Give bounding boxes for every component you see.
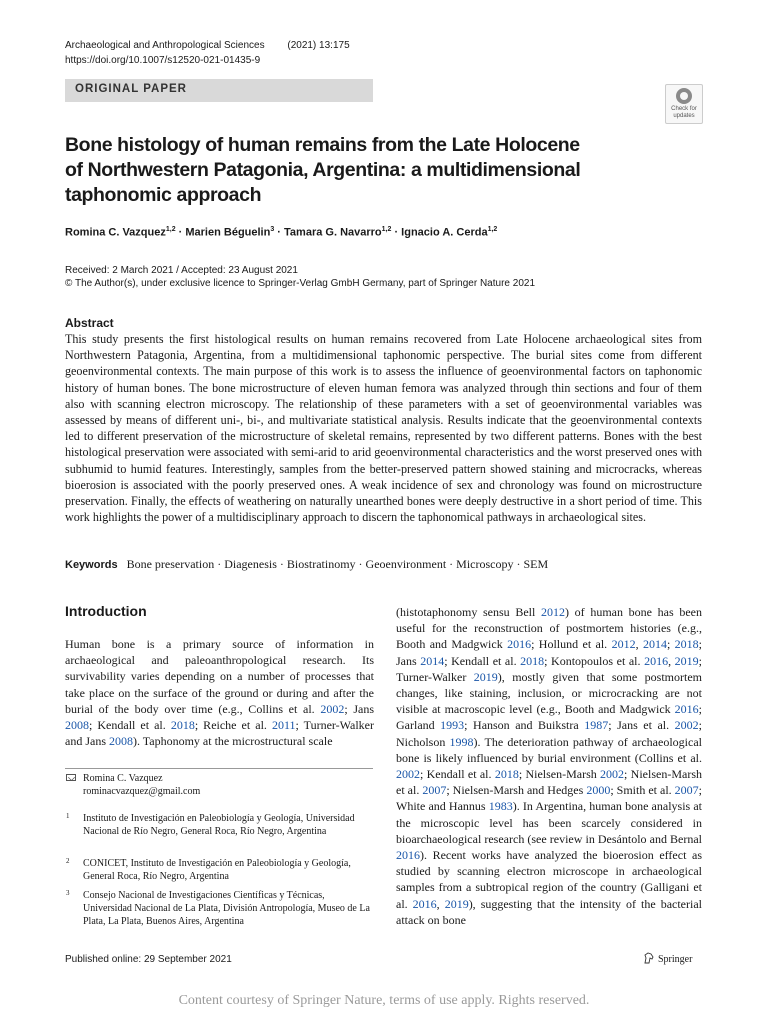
citation-link[interactable]: 2014 [642, 637, 667, 652]
body-text: ; Hollund et al. [531, 637, 612, 652]
springer-horse-icon [643, 952, 655, 964]
citation-link[interactable]: 2011 [271, 718, 296, 733]
citation-link[interactable]: 2016 [396, 848, 420, 863]
corresponding-author-name: Romina C. Vazquez [83, 773, 163, 784]
abstract-text: This study presents the first histological results on human remains recovered from Late Holocene archaeological sites from Northwestern Patagonia, Argentina, from a multidimensional taphonomic perspective. The burial sites come from different geoenvironmental contexts. The main purpose of this work is to assess the influence of geoenvironmental factors on taphonomic history of human bones. The bone microstructure of eleven human femora was analyzed through thin sections and four of them also with scanning electron microscopy. The relationship of these parameters with a set of geoenvironmental variables was assessed by means of different uni-, bi-, and multivariate statistical analysis. Results indicate that the geoenvironmental contexts led to different preservation of the microstructure of skeletal remains, represented by two different patterns. Bones with the best histological preservation were associated with semi-arid to arid geoenvironmental characteristics and the worst preserved ones with subhumid to humid features. Interestingly, samples from the better-preserved pattern showed staining and microcracks, whereas bioerosion is associated with the poorly preserved ones. A weak incidence of sex and chronology was found on microstructure preservation. Finally, the effects of weathering on naturally unearthed bones were deeply destructive in a short period of time. This work highlights the power of a multidisciplinary approach to discern the taphonomical pathways in archaeological sites. [65, 332, 702, 525]
journal-name: Archaeological and Anthropological Sciences [65, 40, 265, 51]
affiliation-3: Consejo Nacional de Investigaciones Científicas y Técnicas, Universidad Nacional de La Plata, División Antropología, Museo de La Plata, La Plata, Buenos Aires, Argentina [83, 890, 370, 927]
citation-link[interactable]: 1987 [584, 718, 609, 733]
body-text: ; Garland [396, 702, 702, 733]
article-title: Bone histology of human remains from the Late Holocene of Northwestern Patagonia, Argentina: a multidimensional taphonomic approach [65, 134, 581, 206]
body-text: , [635, 637, 643, 652]
citation-link[interactable]: 2016 [674, 702, 699, 717]
article-type-label: ORIGINAL PAPER [75, 83, 187, 95]
crossmark-badge[interactable] [665, 84, 703, 124]
citation-link[interactable]: 2007 [422, 783, 447, 798]
affiliation-number: 3 [66, 889, 70, 897]
article-type-banner [65, 79, 373, 102]
body-text: ; Kendall et al. [89, 718, 171, 733]
author-affiliation: 1,2 [381, 226, 392, 233]
introduction-right-column [396, 604, 702, 928]
introduction-left-column [65, 636, 374, 749]
body-text: ), mostly given that some postmortem changes, like staining, inclusion, or microcracking are not visible at macroscopic level (e.g., Booth and Madgwick [396, 669, 702, 717]
body-text: ; Jans et al. [608, 718, 675, 733]
citation-link[interactable]: 2002 [396, 767, 420, 782]
body-text: ; Kendall et al. [444, 653, 521, 668]
author-list [65, 226, 497, 239]
journal-header [65, 40, 350, 51]
body-text: ). The deterioration pathway of archaeological bone is likely influenced by burial environment (Collins et al. [396, 734, 702, 765]
body-text: ) of human bone has been useful for the reconstruction of postmortem histories (e.g., Booth and Madgwick [396, 605, 702, 652]
body-text: ; Jans [344, 701, 374, 716]
citation-link[interactable]: 2016 [507, 637, 532, 652]
body-text: ; Nielsen-Marsh [518, 767, 601, 782]
publisher-name: Springer [658, 954, 693, 965]
publisher-logo [643, 952, 692, 965]
received-accepted-dates: Received: 2 March 2021 / Accepted: 23 August 2021 [65, 265, 298, 276]
body-text: ; White and Hannus [396, 783, 702, 814]
citation-link[interactable]: 2014 [420, 653, 445, 668]
citation-link[interactable]: 2019 [444, 896, 469, 911]
body-text: ; Nielsen-Marsh et al. [396, 767, 702, 798]
affiliation-2: CONICET, Instituto de Investigación en Paleobiología y Geología, General Roca, Río Negro, Argentina [83, 858, 351, 882]
journal-volume: (2021) 13:175 [287, 40, 350, 51]
body-text: ; Reiche et al. [194, 718, 272, 733]
introduction-heading: Introduction [65, 603, 147, 619]
body-text: , [668, 653, 675, 668]
body-text: , [436, 896, 445, 911]
body-text: ), suggesting that the intensity of the bacterial attack on bone [396, 896, 702, 927]
citation-link[interactable]: 2018 [494, 767, 519, 782]
author-separator: · [274, 226, 285, 239]
citation-link[interactable]: 2012 [541, 605, 566, 619]
author-affiliation: 3 [270, 226, 275, 233]
citation-link[interactable]: 2018 [674, 637, 699, 652]
citation-link[interactable]: 2002 [674, 718, 699, 733]
envelope-icon [66, 774, 76, 781]
body-text: (histotaphonomy sensu Bell [396, 605, 542, 619]
affiliation-1: Instituto de Investigación en Paleobiología y Geología, Universidad Nacional de Río Negro, General Roca, Río Negro, Argentina [83, 813, 355, 837]
citation-link[interactable]: 2019 [674, 653, 699, 668]
citation-link[interactable]: 2008 [65, 718, 89, 733]
body-text: ; Smith et al. [610, 783, 675, 798]
citation-link[interactable]: 2002 [320, 701, 345, 716]
citation-link[interactable]: 2008 [109, 734, 133, 749]
citation-link[interactable]: 2016 [412, 896, 437, 911]
body-text: ). Taphonomy at the microstructural scale [133, 734, 333, 749]
body-text: ; Kendall et al. [420, 767, 495, 782]
citation-link[interactable]: 2018 [170, 718, 195, 733]
doi-link[interactable]: https://doi.org/10.1007/s12520-021-01435-9 [65, 55, 261, 66]
body-text: ; Kontopoulos et al. [544, 653, 645, 668]
author-name[interactable]: Ignacio A. Cerda [401, 226, 488, 239]
crossmark-icon [676, 88, 692, 104]
citation-link[interactable]: 2018 [520, 653, 545, 668]
published-online-date: Published online: 29 September 2021 [65, 954, 232, 965]
body-text: ). Recent works have analyzed the bioerosion effect as studied by scanning electron microscope in archaeological samples from a subtropical region of the country (Galligani et al. [396, 848, 702, 911]
author-separator: · [175, 226, 186, 239]
affiliation-number: 2 [66, 857, 70, 865]
footnote-divider [65, 768, 373, 769]
author-separator: · [391, 226, 402, 239]
keywords-list: Bone preservation · Diagenesis · Biostratinomy · Geoenvironment · Microscopy · SEM [126, 557, 549, 571]
citation-link[interactable]: 2012 [611, 637, 636, 652]
body-text: ; Turner-Walker and Jans [65, 718, 375, 749]
author-name[interactable]: Tamara G. Navarro [284, 226, 382, 239]
body-text: ). In Argentina, human bone analysis at the microscopic level has been scarcely considered in bioarchaeological research (see review in Desántolo and Bernal [396, 799, 703, 846]
citation-link[interactable]: 2019 [473, 669, 498, 684]
body-text: ; Hanson and Buikstra [464, 718, 585, 733]
keywords-label: Keywords [65, 559, 118, 571]
citation-link[interactable]: 1993 [440, 718, 465, 733]
citation-link[interactable]: 2000 [586, 783, 611, 798]
abstract-heading: Abstract [65, 316, 114, 330]
author-name[interactable]: Romina C. Vazquez [65, 226, 166, 239]
body-text: ; Jans [396, 637, 702, 668]
crossmark-label: Check for updates [671, 106, 697, 119]
citation-link[interactable]: 2016 [644, 653, 669, 668]
affiliation-number: 1 [66, 812, 70, 820]
body-text: ; [666, 637, 675, 652]
citation-link[interactable]: 1983 [488, 799, 513, 814]
body-text: Human bone is a primary source of information in archaeological and paleoanthropological research. Its survivability varies depending on a number of processes that take place on the surface of the ground or during and after the burial of the body over time (e.g., Collins et al. [65, 637, 374, 716]
body-text: ; Nicholson [396, 718, 702, 749]
citation-link[interactable]: 2007 [674, 783, 699, 798]
author-name[interactable]: Marien Béguelin [185, 226, 271, 239]
keywords-line [65, 557, 548, 572]
author-affiliation: 1,2 [165, 226, 176, 233]
author-affiliation: 1,2 [487, 226, 498, 233]
citation-link[interactable]: 1998 [449, 734, 474, 749]
courtesy-notice: Content courtesy of Springer Nature, terms of use apply. Rights reserved. [178, 993, 590, 1008]
corresponding-author-email[interactable]: rominacvazquez@gmail.com [83, 786, 201, 797]
citation-link[interactable]: 2002 [600, 767, 625, 782]
body-text: ; Nielsen-Marsh and Hedges [446, 783, 587, 798]
copyright-notice: © The Author(s), under exclusive licence to Springer-Verlag GmbH Germany, part of Springer Nature 2021 [65, 278, 535, 289]
body-text: ; Turner-Walker [396, 653, 703, 684]
